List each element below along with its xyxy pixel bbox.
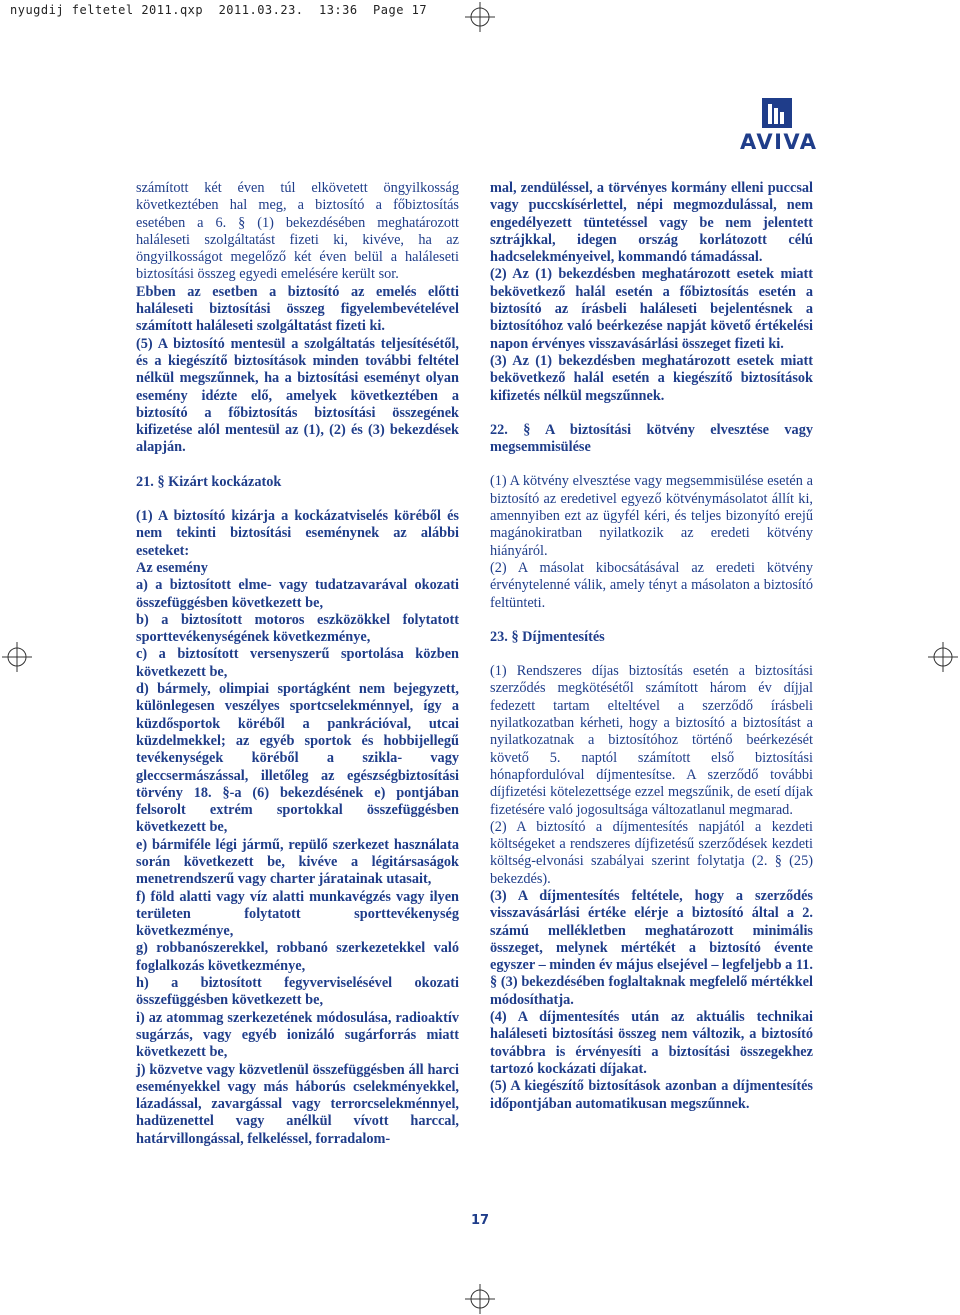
- page-number: 17: [470, 1213, 490, 1228]
- paragraph: (5) A biztosító mentesül a szolgáltatás teljesítésétől, és a kiegészítő biztosítások minden további feltétel nélkül megszűnnek, ha a biztosítási eseményt olyan esemény idézte elő, amelyek következtében a biztosító a főbiztosítás biztosítási összegének kifizetése alól mentesül az (1), (2) és (3) bekezdések alapján.: [136, 335, 459, 456]
- paragraph: a) a biztosított elme- vagy tudatzavarával okozati összefüggésben következett be,: [136, 577, 459, 611]
- registration-mark-left: [2, 642, 32, 672]
- paragraph: (3) Az (1) bekezdésben meghatározott esetek miatt bekövetkező halál esetén a kiegészítő biztosítások kifizetés nélkül megszűnnek.: [490, 352, 813, 404]
- paragraph: d) bármely, olimpiai sportágként nem bejegyzett, különlegesen veszélyes sportcselekménnyel, így a küzdősportok köréből a pankrációval, utcai küzdelmekkel; az egyéb sportok és hobbijellegű tevékenységek köréből a szikla- vagy gleccsermászással, illetőleg az egészségbiztosítási törvény 18. §-a (6) bekezdésének e) pontjában felsorolt extrém sportokkal összefüggésben következett be,: [136, 681, 459, 836]
- paragraph: (1) Rendszeres díjas biztosítás esetén a biztosítási szerződés megkötésétől számított három év díjjal fedezett tartam elteltével a szerződő írásbeli nyilatkozatban kérheti, hogy a biztosító a biztosítást a nyilatkozatnak a biztosítóhoz történő beérkezését követő 5. naptól számított első biztosítási hónapfordulóval díjmentesítse. A szerződő további díjfizetési kötelezettsége ezzel megszűnik, de esetí díjak fizetésére való jogosultsága változatlanul megmarad.: [490, 663, 813, 818]
- paragraph: i) az atommag szerkezetének módosulása, radioaktív sugárzás, vagy egyéb ionizáló sugárforrás miatt következett be,: [136, 1009, 459, 1061]
- paragraph: mal, zendüléssel, a törvényes kormány elleni puccsal vagy puccskísérlettel, népi megmozdulással, nem engedélyezett tüntetéssel vagy be nem jelentett sztrájkkal, idegen ország korlátozott célú hadcselekményeivel, kommandó támadással.: [490, 180, 813, 266]
- registration-mark-top: [465, 2, 495, 32]
- paragraph: e) bármiféle légi jármű, repülő szerkezet használata során következett be, kivéve a légitársaságok menetrendszerű vagy charter járatainak utasait,: [136, 836, 459, 888]
- right-column: [490, 180, 813, 1113]
- registration-mark-bottom: [465, 1284, 495, 1314]
- paragraph: (2) A másolat kibocsátásával az eredeti kötvény érvénytelenné válik, amely tényt a másolaton a biztosító feltünteti.: [490, 559, 813, 611]
- paragraph: (4) A díjmentesítés után az aktuális technikai haláleseti biztosítási összeg nem változik, a biztosító továbbra is érvényesíti a biztosítási összegekhez tartozó kockázati díjakat.: [490, 1009, 813, 1077]
- paragraph: Az esemény: [136, 559, 208, 576]
- paragraph-gap: [490, 405, 813, 422]
- paragraph-gap: [136, 457, 459, 474]
- section-heading: 23. § Díjmentesítés: [490, 628, 605, 645]
- registration-mark-right: [928, 642, 958, 672]
- paragraph-gap: [136, 491, 459, 508]
- paragraph-gap: [490, 646, 813, 663]
- paragraph-gap: [490, 612, 813, 629]
- paragraph: számított két éven túl elkövetett öngyilkosság következtében hal meg, a biztosító a főbiztosítás esetében a 6. § (1) bekezdésében meghatározott haláleseti szolgáltatást fizeti ki, kivéve, ha az öngyilkosságot megelőző két éven belül a haláleseti biztosítási összeg egyedi emelésére került sor.: [136, 180, 459, 283]
- section-heading: 22. § A biztosítási kötvény elvesztése vagy megsemmisülése: [490, 421, 813, 456]
- paragraph: j) közvetve vagy közvetlenül összefüggésben áll harci eseményekkel vagy más háborús cselekményekkel, lázadással, zavargással vagy terrorcselekménnyel, hadüzenettel vagy anélkül vívott harccal, határvillongással, felkeléssel, forradalom-: [136, 1061, 459, 1147]
- paragraph: (3) A díjmentesítés feltétele, hogy a szerződés visszavásárlási értéke elérje a biztosító által a 2. számú mellékletben meghatározott minimális összeget, melynek mértékét a biztosító évente egyszer – minden év május elsejével – legfeljebb a 11. § (3) bekezdésében foglaltaknak megfelelő mértékkel módosíthatja.: [490, 887, 813, 1008]
- logo-wordmark: AVIVA: [740, 130, 818, 154]
- paragraph: h) a biztosított fegyverviselésével okozati összefüggésben következett be,: [136, 975, 459, 1009]
- left-column: [136, 180, 459, 1148]
- paragraph-gap: [490, 456, 813, 473]
- paragraph: f) föld alatti vagy víz alatti munkavégzés vagy ilyen területen folytatott sporttevékenység következménye,: [136, 888, 459, 940]
- paragraph: Ebben az esetben a biztosító az emelés előtti haláleseti biztosítási összeg figyelembevételével számított haláleseti szolgáltatást fizeti ki.: [136, 283, 459, 335]
- paragraph: (2) Az (1) bekezdésben meghatározott esetek miatt bekövetkező halál esetén a főbiztosítás esetén a biztosító az írásbeli haláleseti bejelentésnek a biztosítóhoz való beérkezése napját követő értékelési napon érvényes visszavásárlási összeget fizeti ki.: [490, 266, 813, 352]
- print-slug: nyugdij feltetel 2011.qxp 2011.03.23. 13:36 Page 17: [10, 3, 428, 17]
- paragraph: b) a biztosított motoros eszközökkel folytatott sporttevékenységének következménye,: [136, 611, 459, 646]
- paragraph: (5) A kiegészítő biztosítások azonban a díjmentesítés időpontjában automatikusan megszűnnek.: [490, 1078, 813, 1112]
- paragraph: g) robbanószerekkel, robbanó szerkezetekkel való foglalkozás következménye,: [136, 940, 459, 974]
- section-heading: 21. § Kizárt kockázatok: [136, 473, 282, 490]
- paragraph: (1) A kötvény elvesztése vagy megsemmisülése esetén a biztosító az eredetivel egyező kötvénymásolatot állít ki, amennyiben ezt az ügyfél kéri, és teljes bizonyító erejű magánokiratban nyilatkozik az eredeti kötvény hiányáról.: [490, 473, 813, 559]
- paragraph: (1) A biztosító kizárja a kockázatviselés köréből és nem tekinti biztosítási eseménynek az alábbi eseteket:: [136, 508, 459, 559]
- aviva-logo-icon: [740, 96, 816, 133]
- paragraph: (2) A biztosító a díjmentesítés napjától a kezdeti költségeket a rendszeres díjfizetésű szerződések kezdeti költség-elvonási szabályai szerint folytatja (2. § (25) bekezdés).: [490, 818, 813, 887]
- paragraph: c) a biztosított versenyszerű sportolása közben következett be,: [136, 646, 459, 680]
